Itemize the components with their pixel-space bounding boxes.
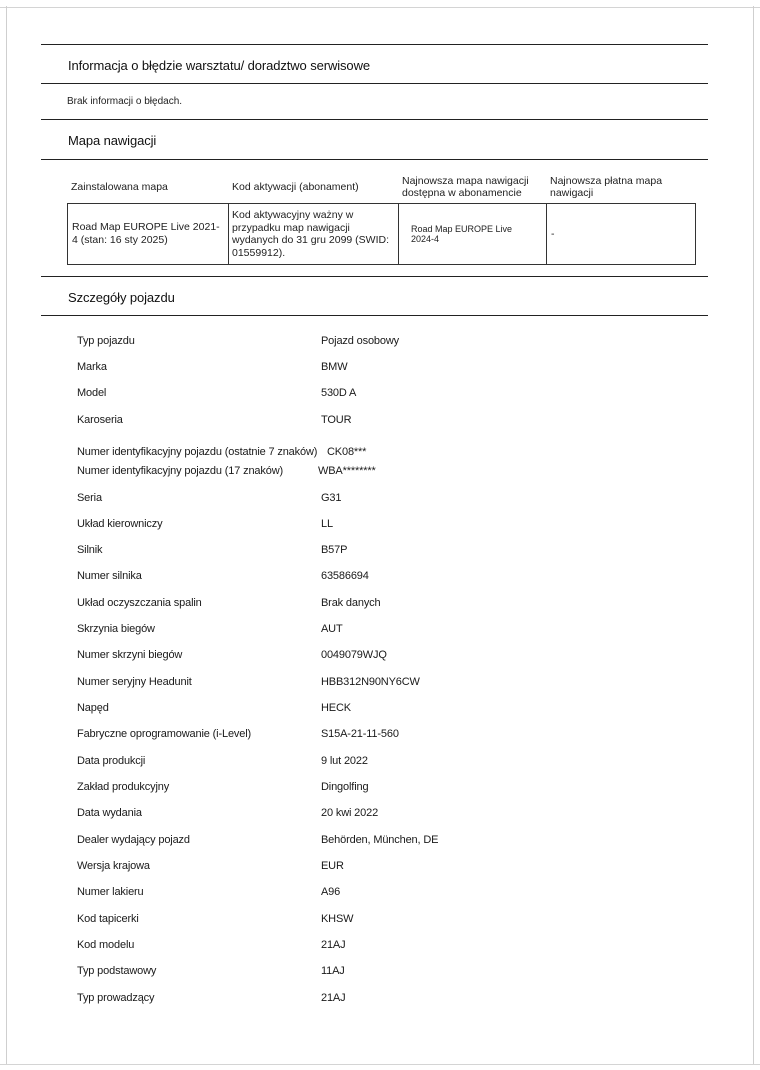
detail-label: Dealer wydający pojazd	[77, 834, 190, 846]
divider	[41, 315, 708, 316]
detail-value: S15A-21-11-560	[321, 728, 399, 740]
detail-label: Układ kierowniczy	[77, 518, 163, 530]
detail-label: Kod modelu	[77, 939, 135, 951]
detail-label: Numer identyfikacyjny pojazdu (ostatnie 7 znaków)	[77, 446, 318, 458]
detail-label: Numer seryjny Headunit	[77, 676, 192, 688]
detail-label: Fabryczne oprogramowanie (i-Level)	[77, 728, 252, 740]
divider	[41, 159, 708, 160]
vehicle-section-title: Szczegóły pojazdu	[68, 290, 175, 305]
detail-label: Marka	[77, 361, 107, 373]
divider	[41, 83, 708, 84]
detail-label: Silnik	[77, 544, 103, 556]
detail-value: TOUR	[321, 414, 352, 426]
detail-value: HBB312N90NY6CW	[321, 676, 420, 688]
detail-value: 21AJ	[321, 939, 346, 951]
divider	[41, 119, 708, 120]
detail-label: Data produkcji	[77, 755, 146, 767]
error-message: Brak informacji o błędach.	[67, 96, 183, 107]
detail-value: KHSW	[321, 913, 354, 925]
detail-value: G31	[321, 492, 342, 504]
detail-value: Behörden, München, DE	[321, 834, 439, 846]
detail-label: Model	[77, 387, 107, 399]
detail-value: 11AJ	[321, 965, 345, 977]
nav-cell-latest-paid-map: -	[551, 227, 555, 240]
nav-header-activation-code: Kod aktywacji (abonament)	[232, 181, 359, 193]
nav-header-latest-subscription-map: Najnowsza mapa nawigacji dostępna w abonamencie	[402, 175, 529, 199]
detail-label: Typ podstawowy	[77, 965, 157, 977]
detail-value: BMW	[321, 361, 348, 373]
divider	[41, 44, 708, 45]
detail-value: HECK	[321, 702, 351, 714]
nav-header-latest-paid-map: Najnowsza płatna mapa nawigacji	[550, 175, 663, 199]
nav-cell-activation-code: Kod aktywacyjny ważny w przypadku map nawigacji wydanych do 31 gru 2099 (SWID: 01559912).	[229, 204, 399, 264]
detail-label: Typ pojazdu	[77, 335, 135, 347]
nav-table	[67, 203, 696, 265]
detail-label: Zakład produkcyjny	[77, 781, 170, 793]
detail-label: Napęd	[77, 702, 109, 714]
detail-value: EUR	[321, 860, 344, 872]
detail-label: Karoseria	[77, 414, 123, 426]
detail-label: Data wydania	[77, 807, 142, 819]
detail-value: 63586694	[321, 570, 369, 582]
detail-label: Skrzynia biegów	[77, 623, 155, 635]
nav-cell-installed-map: Road Map EUROPE Live 2021-4 (stan: 16 sty 2025)	[68, 204, 229, 264]
detail-value: Dingolfing	[321, 781, 369, 793]
detail-value: Brak danych	[321, 597, 381, 609]
detail-value: AUT	[321, 623, 343, 635]
detail-value: 0049079WJQ	[321, 649, 387, 661]
page-bottom-border	[0, 1064, 760, 1065]
divider	[41, 276, 708, 277]
detail-value: 530D A	[321, 387, 357, 399]
detail-label: Seria	[77, 492, 102, 504]
error-section-title: Informacja o błędzie warsztatu/ doradztwo serwisowe	[68, 58, 370, 73]
nav-section-title: Mapa nawigacji	[68, 133, 157, 148]
detail-value: 21AJ	[321, 992, 346, 1004]
detail-value: Pojazd osobowy	[321, 335, 400, 347]
detail-label: Numer lakieru	[77, 886, 144, 898]
document-page	[6, 6, 754, 1064]
detail-value: LL	[321, 518, 333, 530]
detail-label: Numer silnika	[77, 570, 142, 582]
detail-value: CK08***	[327, 446, 367, 458]
detail-label: Numer skrzyni biegów	[77, 649, 183, 661]
detail-label: Kod tapicerki	[77, 913, 139, 925]
detail-value: WBA********	[318, 465, 376, 477]
detail-label: Układ oczyszczania spalin	[77, 597, 202, 609]
nav-header-installed-map: Zainstalowana mapa	[71, 181, 168, 193]
detail-value: A96	[321, 886, 341, 898]
detail-label: Typ prowadzący	[77, 992, 155, 1004]
detail-value: 9 lut 2022	[321, 755, 368, 767]
detail-value: 20 kwi 2022	[321, 807, 379, 819]
detail-value: B57P	[321, 544, 348, 556]
detail-label: Numer identyfikacyjny pojazdu (17 znaków)	[77, 465, 284, 477]
detail-label: Wersja krajowa	[77, 860, 150, 872]
nav-cell-latest-subscription-map: Road Map EUROPE Live 2024-4	[399, 204, 547, 264]
